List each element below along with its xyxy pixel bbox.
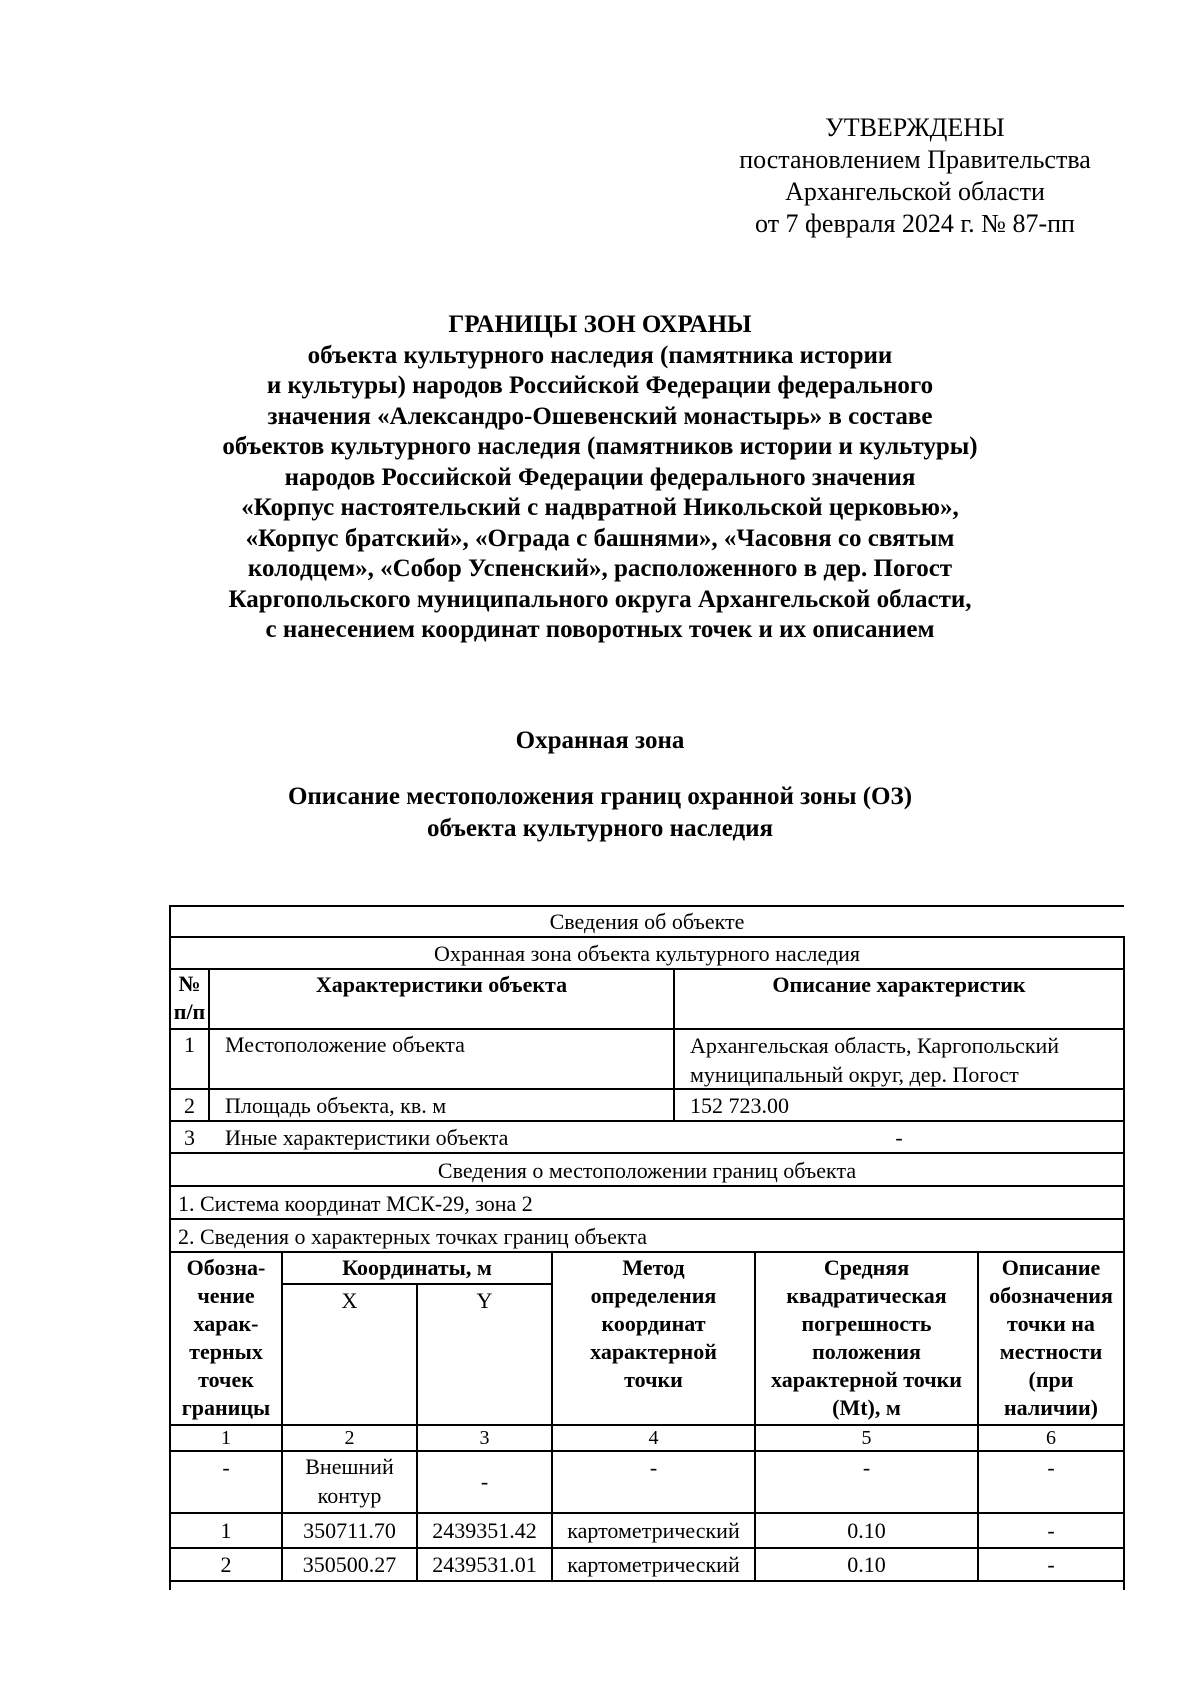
title-line: колодцем», «Собор Успенский», расположенного в дер. Погост [247, 555, 953, 582]
approval-line: постановлением Правительства [739, 145, 1091, 174]
title-line: объекта культурного наследия (памятника истории [307, 341, 893, 369]
header-line: Метод [622, 1255, 685, 1280]
table-rule [169, 1120, 1124, 1122]
point-mt: 0.10 [847, 1518, 886, 1543]
row-characteristic: Площадь объекта, кв. м [225, 1093, 447, 1118]
row-value: 152 723.00 [690, 1093, 789, 1118]
contour-cell: - [649, 1455, 658, 1480]
column-number: 1 [221, 1427, 231, 1449]
title-line: с нанесением координат поворотных точек и их описанием [265, 616, 935, 643]
column-number: 2 [344, 1427, 355, 1449]
contour-cell: - [1047, 1455, 1055, 1480]
header-line: Описание [1001, 1255, 1101, 1280]
header-line: квадратическая [786, 1283, 947, 1308]
header-line: характерной [590, 1339, 717, 1364]
header-line: точки [624, 1367, 683, 1392]
column-number: 6 [1046, 1427, 1056, 1449]
header-line: Обозна- [186, 1255, 266, 1280]
header-num-line: п/п [173, 999, 206, 1024]
points-title: 2. Сведения о характерных точках границ объекта [178, 1224, 647, 1249]
header-x: X [341, 1288, 358, 1313]
zone-heading: Охранная зона [515, 727, 685, 754]
title-line: значения «Александро-Ошевенский монастырь» в составе [267, 402, 933, 430]
header-description: Описание характеристик [772, 972, 1026, 997]
header-line: координат [601, 1311, 706, 1336]
title-line: ГРАНИЦЫ ЗОН ОХРАНЫ [448, 311, 752, 338]
contour-cell: - [222, 1455, 230, 1480]
table-rule [169, 968, 1124, 970]
coordinate-system: 1. Система координат МСК-29, зона 2 [178, 1191, 533, 1216]
approval-line: от 7 февраля 2024 г. № 87-пп [755, 209, 1075, 238]
point-method: картометрический [567, 1552, 740, 1577]
approval-line: УТВЕРЖДЕНЫ [825, 113, 1005, 142]
table-rule [169, 1185, 1124, 1187]
point-mt: 0.10 [847, 1552, 886, 1577]
contour-label [283, 1452, 416, 1510]
contour-cell: - [480, 1469, 489, 1494]
point-x: 350711.70 [303, 1518, 396, 1543]
header-line: харак- [193, 1311, 259, 1336]
point-x: 350500.27 [302, 1552, 397, 1577]
header-line: местности [999, 1339, 1103, 1364]
location-section-title: Сведения о местоположении границ объекта [437, 1158, 857, 1183]
header-line: (Mt), м [832, 1395, 901, 1420]
object-subtitle: Охранная зона объекта культурного наследия [433, 941, 860, 966]
row-characteristic: Местоположение объекта [225, 1032, 465, 1057]
object-section-title: Сведения об объекте [549, 909, 745, 934]
header-line: терных [189, 1339, 263, 1364]
header-line: точки на [1007, 1311, 1095, 1336]
header-characteristic: Характеристики объекта [315, 972, 568, 997]
contour-cell: - [862, 1455, 871, 1480]
title-line: Каргопольского муниципального округа Архангельской области, [228, 585, 972, 613]
header-line: погрешность [801, 1311, 932, 1336]
row-value [690, 1031, 1059, 1089]
header-line: определения [590, 1283, 717, 1308]
header-line: точек [198, 1367, 254, 1392]
table-rule [169, 1028, 1124, 1030]
title-line: «Корпус настоятельский с надвратной Никольской церковью», [241, 494, 959, 521]
table-border-top [169, 905, 1124, 907]
table-rule [169, 1547, 1124, 1549]
point-method: картометрический [567, 1518, 740, 1543]
table-rule [169, 1512, 1124, 1514]
table-rule [169, 936, 1124, 938]
description-heading-line: объекта культурного наследия [426, 815, 774, 842]
header-line: наличии) [1004, 1395, 1098, 1420]
point-id: 1 [220, 1518, 232, 1543]
point-y: 2439351.42 [432, 1518, 537, 1543]
contour-label-line: контур [317, 1483, 382, 1508]
row-value-line: Архангельская область, Каргопольский [690, 1033, 1060, 1058]
table-border-bottom [169, 1580, 1124, 1582]
header-line: обозначения [989, 1283, 1113, 1308]
header-line: чение [197, 1283, 255, 1308]
header-line: характерной точки [771, 1367, 962, 1392]
point-description: - [1047, 1518, 1055, 1543]
row-num: 1 [184, 1032, 195, 1057]
row-characteristic: Иные характеристики объекта [225, 1125, 509, 1150]
header-line: (при [1028, 1367, 1074, 1392]
row-num: 2 [184, 1093, 195, 1118]
header-num [171, 970, 208, 1026]
row-value-line: муниципальный округ, дер. Погост [690, 1062, 1019, 1087]
title-line: и культуры) народов Российской Федерации федерального [266, 372, 934, 399]
point-id: 2 [220, 1552, 232, 1577]
contour-label-line: Внешний [305, 1454, 394, 1479]
column-number: 4 [648, 1427, 659, 1449]
point-description: - [1047, 1552, 1055, 1577]
header-line: границы [181, 1395, 271, 1420]
title-line: народов Российской Федерации федерального значения [284, 463, 916, 491]
header-method [553, 1254, 754, 1394]
table-rule [169, 1218, 1124, 1220]
header-num-line: № [178, 971, 201, 996]
header-line: Средняя [823, 1255, 910, 1280]
header-mean-error [756, 1254, 977, 1422]
title-line: «Корпус братский», «Ограда с башнями», «Часовня со святым [245, 524, 955, 552]
row-value: - [895, 1125, 903, 1150]
point-y: 2439531.01 [432, 1552, 537, 1577]
header-line: положения [812, 1339, 921, 1364]
title-line: объектов культурного наследия (памятников истории и культуры) [222, 433, 978, 460]
header-point-description [979, 1254, 1123, 1422]
table-rule [169, 1152, 1124, 1154]
column-number: 3 [479, 1427, 490, 1449]
row-num: 3 [184, 1125, 195, 1150]
header-y: Y [476, 1288, 493, 1313]
column-number: 5 [861, 1427, 872, 1449]
header-point-designation [171, 1254, 281, 1422]
approval-line: Архангельской области [785, 177, 1045, 206]
description-heading-line: Описание местоположения границ охранной зоны (ОЗ) [287, 783, 913, 810]
table-rule [169, 1251, 1124, 1253]
header-coordinates: Координаты, м [342, 1255, 492, 1280]
table-border-right [1123, 936, 1125, 1590]
